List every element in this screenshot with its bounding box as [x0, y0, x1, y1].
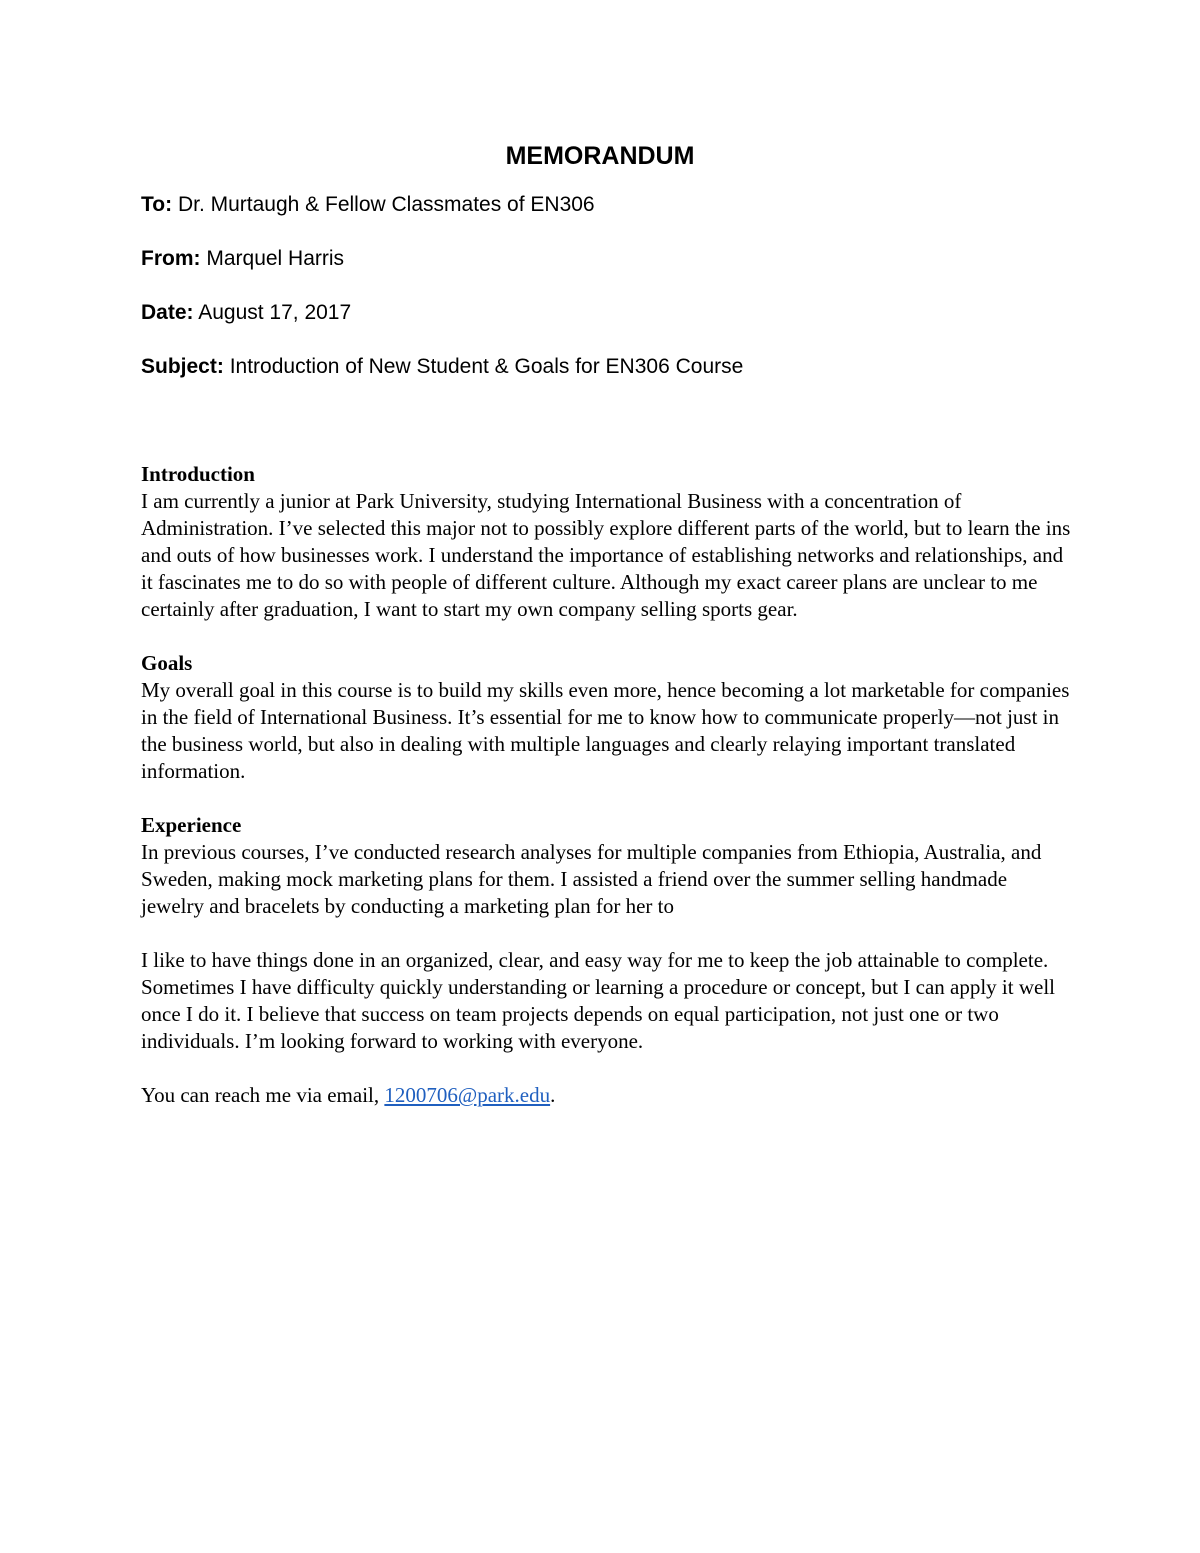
subject-label: Subject: — [141, 355, 224, 378]
date-line — [141, 298, 1101, 328]
goals-heading: Goals — [141, 651, 193, 675]
to-value: Dr. Murtaugh & Fellow Classmates of EN306 — [177, 193, 595, 216]
memo-title: MEMORANDUM — [505, 142, 695, 170]
experience-heading: Experience — [141, 813, 242, 837]
introduction-text: I am currently a junior at Park University, studying International Business with a concentration of Administration. I’ve selected this major not to possibly explore different parts of the world, but to learn the ins and outs of how businesses work. I understand the importance of establishing networks and relationships, and it fascinates me to do so with people of different culture. Although my exact career plans are unclear to me certainly after graduation, I want to start my own company selling sports gear. — [141, 489, 1071, 621]
date-value: August 17, 2017 — [198, 301, 352, 324]
subject-line — [141, 352, 1101, 382]
subject-value: Introduction of New Student & Goals for EN306 Course — [229, 355, 744, 378]
from-value: Marquel Harris — [206, 247, 345, 270]
to-label: To: — [141, 193, 173, 216]
contact-line — [141, 1082, 1071, 1109]
date-label: Date: — [141, 301, 194, 324]
experience-text: In previous courses, I’ve conducted research analyses for multiple companies from Ethiopia, Australia, and Sweden, making mock marketing plans for them. I assisted a friend over the summer selling handmade jewelry and bracelets by conducting a marketing plan for her to — [141, 840, 1042, 918]
to-line — [141, 190, 1101, 220]
memo-body — [141, 461, 1071, 1109]
contact-suffix: . — [550, 1083, 556, 1107]
from-label: From: — [141, 247, 201, 270]
goals-text: My overall goal in this course is to build my skills even more, hence becoming a lot marketable for companies in the field of International Business. It’s essential for me to know how to communicate properly—not just in the business world, but also in dealing with multiple languages and clearly relaying important translated information. — [141, 678, 1070, 783]
email-link[interactable]: 1200706@park.edu — [384, 1083, 551, 1107]
from-line — [141, 244, 1101, 274]
contact-prefix: You can reach me via email, — [141, 1083, 385, 1107]
memo-header — [141, 190, 1101, 406]
experience-text-2: I like to have things done in an organized, clear, and easy way for me to keep the job attainable to complete. Sometimes I have difficulty quickly understanding or learning a procedure or concept, but I can apply it well once I do it. I believe that success on team projects depends on equal participation, not just one or two individuals. I’m looking forward to working with everyone. — [141, 948, 1056, 1053]
introduction-heading: Introduction — [141, 462, 255, 486]
